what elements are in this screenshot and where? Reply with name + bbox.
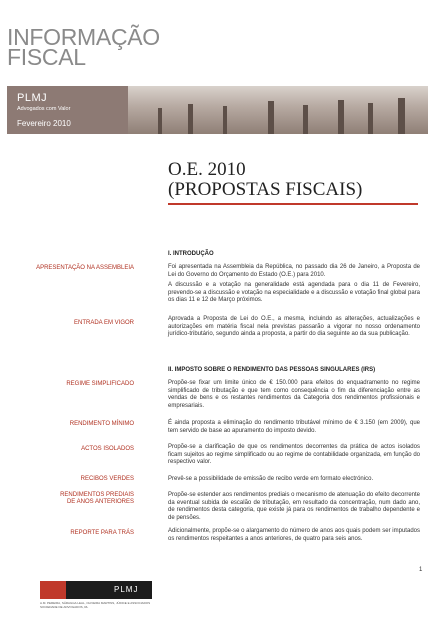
paragraph: A discussão e a votação na generalidade está agendada para o dia 11 de Fevereiro, prevendo-se a discussão e votação na especialidade e a discussão e votação final global para os dias 11 e 12 de Março próximos. [168, 282, 420, 303]
title-line-1: INFORMAÇÃO [7, 24, 160, 50]
sidebar-label-prediais: RENDIMENTOS PREDIAIS DE ANOS ANTERIORES [60, 492, 134, 505]
footer-logo: PLMJ [66, 581, 152, 599]
paragraph: Adicionalmente, propõe-se o alargamento do número de anos aos quais podem ser imputados os rendimentos respeitantes a anos anteriores, de quatro para seis anos. [168, 528, 420, 542]
paragraph: Aprovada a Proposta de Lei do O.E., a mesma, incluindo as alterações, actualizações e autorizações em matéria fiscal nela previstas passarão a vigorar no nosso ordenamento jurídico-tributário, segundo ainda a proposta, a partir do dia seguinte ao da sua publicação. [168, 316, 420, 337]
page-number: 1 [419, 567, 423, 573]
sidebar-label-recibos: RECIBOS VERDES [80, 476, 134, 482]
paragraph: Foi apresentada na Assembleia da República, no passado dia 26 de Janeiro, a Proposta de Lei do Governo do Orçamento do Estado (O.E.) para 2010. [168, 264, 420, 278]
document-title: O.E. 2010 (PROPOSTAS FISCAIS) [168, 159, 363, 200]
tagline: Advogados com Valor [17, 106, 71, 112]
paragraph: É ainda proposta a eliminação do rendimento tributável mínimo de € 3.150 (em 2009), que tem servido de base ao apuramento do imposto devido. [168, 420, 420, 434]
banner-photo [128, 86, 428, 134]
banner-brand-block [7, 86, 128, 134]
paragraph: Propõe-se fixar um limite único de € 150.000 para efeitos do enquadramento no regime simplificado de tributação e que tem como consequência o fim da diferenciação entre as vendas de bens e os restantes rendimentos da Categoria dos rendimentos profissionais e empresariais. [168, 380, 420, 409]
paragraph: Prevê-se a possibilidade de emissão de recibo verde em formato electrónico. [168, 476, 374, 482]
title-rule [168, 203, 418, 205]
sidebar-label-apresentacao: APRESENTAÇÃO NA ASSEMBLEIA [36, 265, 134, 271]
sidebar-label-actos: ACTOS ISOLADOS [81, 446, 134, 452]
title-line-2: FISCAL [7, 44, 86, 70]
footer-fine-print: A.M. PEREIRA, SÁRAGGA LEAL, OLIVEIRA MARTINS, JÚDICE E ASSOCIADOS SOCIEDADE DE ADVOGADOS, RL [40, 601, 151, 609]
paragraph: Propõe-se a clarificação de que os rendimentos decorrentes da prática de actos isolados ficam sujeitos ao regime simplificado ou ao regime de contabilidade organizada, em função do respectivo valor. [168, 444, 420, 465]
sidebar-label-regime: REGIME SIMPLIFICADO [66, 381, 134, 387]
header-banner [7, 86, 428, 134]
paragraph: Propõe-se estender aos rendimentos prediais o mecanismo de atenuação do efeito decorrente da eventual subida de escalão de tributação, em resultado da concentração, num dado ano, de rendimentos desta categoria, que existe já para os rendimentos de trabalho dependente e de pensões. [168, 492, 420, 521]
sidebar-label-entrada: ENTRADA EM VIGOR [73, 320, 134, 326]
footer-logo-accent [40, 581, 66, 599]
section-heading-irs: II. IMPOSTO SOBRE O RENDIMENTO DAS PESSOAS SINGULARES (IRS) [168, 367, 376, 373]
sidebar-label-reporte: REPORTE PARA TRÁS [70, 530, 134, 536]
publication-title [7, 24, 160, 70]
plmj-logo: PLMJ [17, 92, 48, 104]
issue-date: Fevereiro 2010 [17, 119, 71, 128]
section-heading-introducao: I. INTRODUÇÃO [168, 251, 214, 257]
sidebar-label-rendimento: RENDIMENTO MÍNIMO [69, 421, 134, 427]
